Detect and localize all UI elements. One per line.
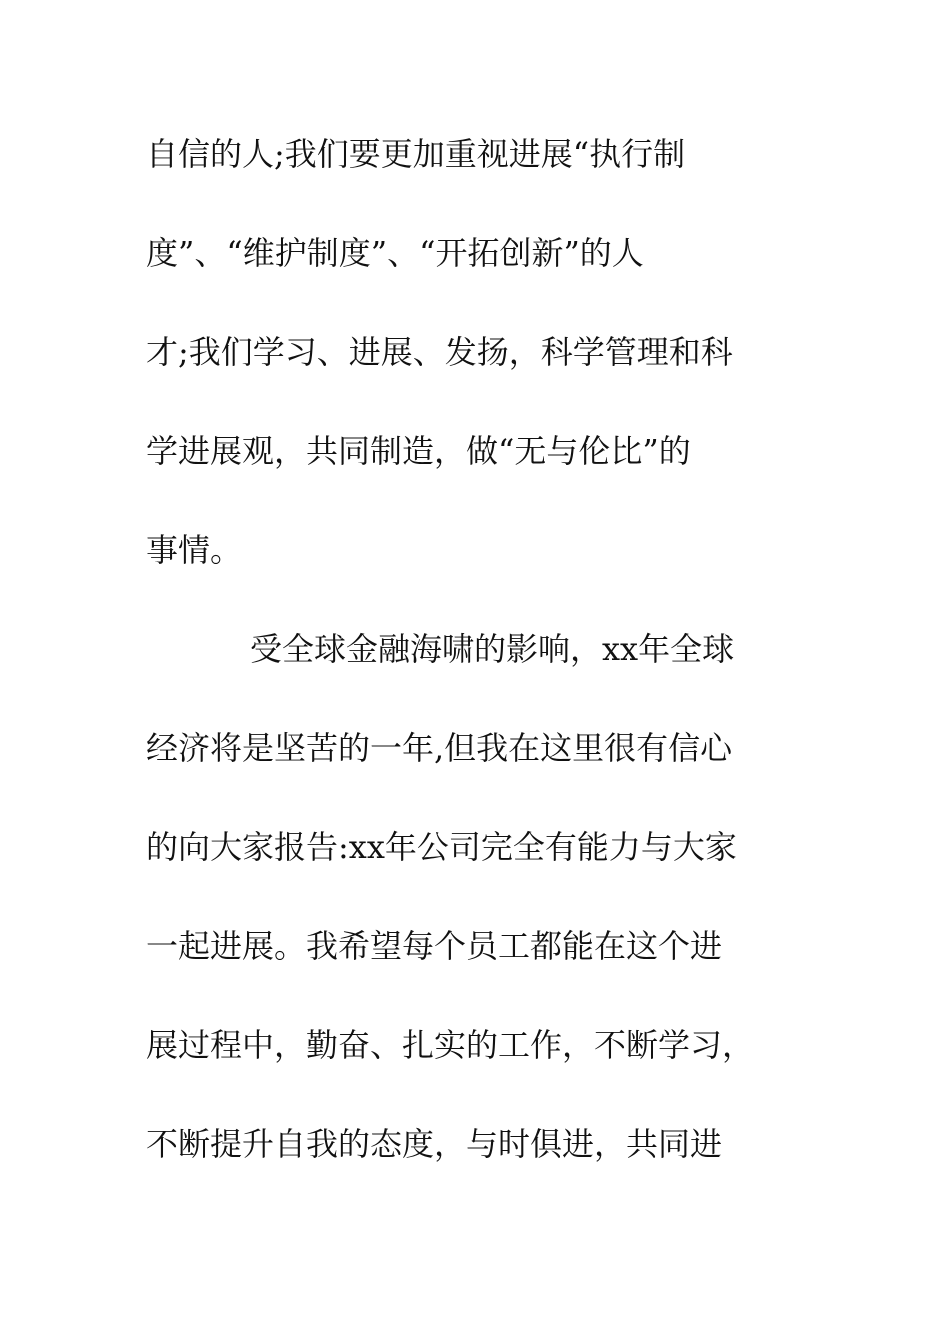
text-line: 受全球金融海啸的影响，xx年全球 (250, 630, 735, 668)
text-line: 事情。 (146, 531, 243, 569)
text-line: 一起进展。我希望每个员工都能在这个进 (146, 927, 723, 965)
text-line: 度”、“维护制度”、“开拓创新”的人 (146, 234, 644, 272)
text-line: 经济将是坚苦的一年,但我在这里很有信心 (146, 729, 733, 767)
text-line: 展过程中，勤奋、扎实的工作，不断学习， (146, 1026, 755, 1064)
text-line: 自信的人;我们要更加重视进展“执行制 (146, 135, 686, 173)
text-line: 学进展观，共同制造，做“无与伦比”的 (146, 432, 691, 470)
text-line: 不断提升自我的态度，与时俱进，共同进 (146, 1125, 723, 1163)
text-line: 才;我们学习、进展、发扬，科学管理和科 (146, 333, 733, 371)
text-line: 的向大家报告:xx年公司完全有能力与大家 (146, 828, 737, 866)
